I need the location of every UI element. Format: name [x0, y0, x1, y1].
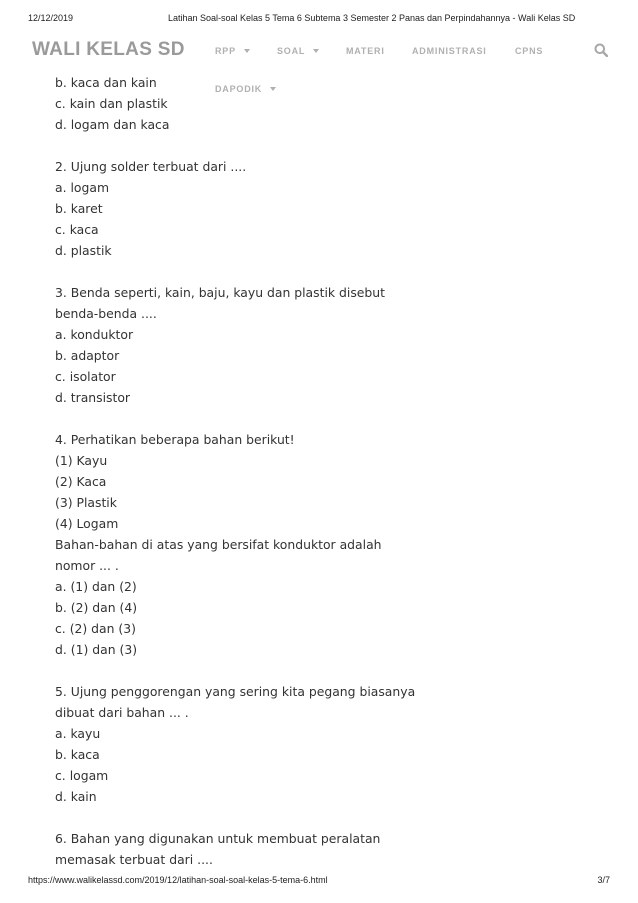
chevron-down-icon [313, 49, 319, 53]
text-line: a. (1) dan (2) [55, 579, 137, 594]
text-line: Bahan-bahan di atas yang bersifat konduktor adalah [55, 537, 382, 552]
text-line: a. logam [55, 180, 110, 195]
nav-item-label: CPNS [515, 46, 544, 56]
text-line: c. isolator [55, 369, 116, 384]
nav-item-label: SOAL [277, 46, 306, 56]
text-line: b. adaptor [55, 348, 120, 363]
nav-item-label: MATERI [346, 46, 385, 56]
text-line: 5. Ujung penggorengan yang sering kita pegang biasanya [55, 684, 416, 699]
text-line: (3) Plastik [55, 495, 117, 510]
text-line: 2. Ujung solder terbuat dari .... [55, 159, 247, 174]
nav-item-soal[interactable] [277, 46, 319, 56]
paragraph-gap [55, 807, 435, 828]
nav-item-rpp[interactable] [215, 46, 250, 56]
text-line: benda-benda .... [55, 306, 157, 321]
text-line: b. kaca [55, 747, 100, 762]
nav-item-administrasi[interactable] [412, 46, 487, 56]
site-logo[interactable]: WALI KELAS SD [32, 39, 185, 60]
text-line: b. karet [55, 201, 103, 216]
text-line: 6. Bahan yang digunakan untuk membuat peralatan [55, 831, 381, 846]
print-url: https://www.walikelassd.com/2019/12/latihan-soal-soal-kelas-5-tema-6.html [28, 875, 328, 885]
paragraph-gap [55, 261, 435, 282]
text-line: a. konduktor [55, 327, 134, 342]
print-page-title: Latihan Soal-soal Kelas 5 Tema 6 Subtema 3 Semester 2 Panas dan Perpindahannya - Wali Kelas SD [168, 13, 576, 23]
text-line: 4. Perhatikan beberapa bahan berikut! [55, 432, 295, 447]
text-line: 3. Benda seperti, kain, baju, kayu dan plastik disebut [55, 285, 385, 300]
nav-item-label: ADMINISTRASI [412, 46, 487, 56]
text-line: d. transistor [55, 390, 131, 405]
print-date: 12/12/2019 [28, 13, 74, 23]
nav-item-materi[interactable] [346, 46, 385, 56]
chevron-down-icon [244, 49, 250, 53]
print-header [0, 13, 638, 27]
text-line: c. logam [55, 768, 109, 783]
text-line: d. logam dan kaca [55, 117, 170, 132]
search-icon[interactable] [594, 43, 608, 57]
text-line: d. (1) dan (3) [55, 642, 138, 657]
text-line: (4) Logam [55, 516, 119, 531]
text-line: d. kain [55, 789, 97, 804]
text-line: dibuat dari bahan ... . [55, 705, 189, 720]
paragraph-gap [55, 135, 435, 156]
nav-item-cpns[interactable] [515, 46, 543, 56]
text-line: d. plastik [55, 243, 112, 258]
text-line: (1) Kayu [55, 453, 108, 468]
text-line: memasak terbuat dari .... [55, 852, 213, 867]
nav-item-label: DAPODIK [215, 84, 263, 94]
paragraph-gap [55, 660, 435, 681]
print-page-number: 3/7 [597, 875, 610, 885]
text-line: c. kaca [55, 222, 99, 237]
text-line: b. (2) dan (4) [55, 600, 138, 615]
paragraph-gap [55, 408, 435, 429]
text-line: b. kaca dan kain [55, 75, 157, 90]
nav-item-label: RPP [215, 46, 236, 56]
text-line: c. kain dan plastik [55, 96, 168, 111]
text-line: nomor ... . [55, 558, 119, 573]
text-line: (2) Kaca [55, 474, 107, 489]
article-content [55, 72, 435, 870]
text-line: c. (2) dan (3) [55, 621, 136, 636]
text-line: a. kayu [55, 726, 101, 741]
